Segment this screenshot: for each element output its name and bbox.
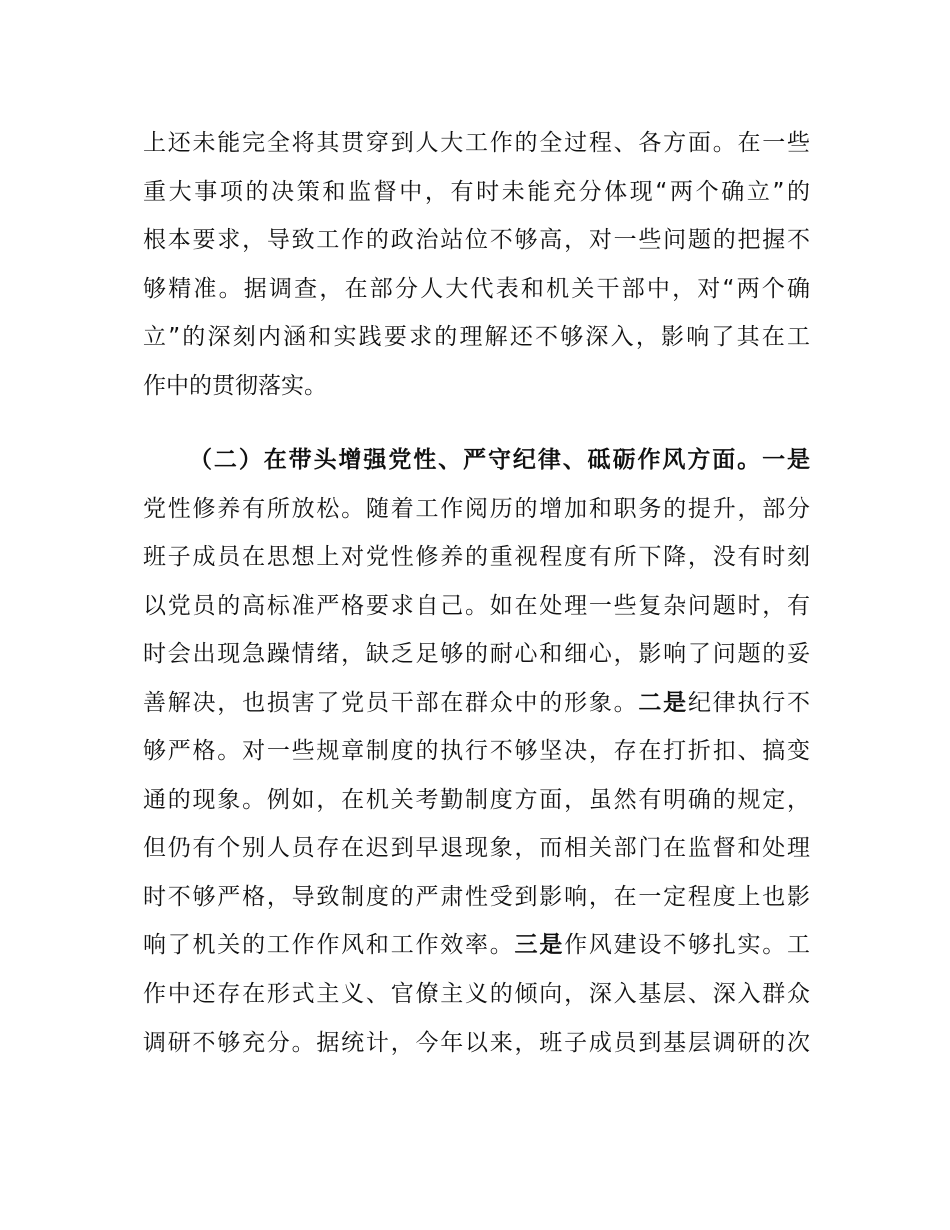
text-segment: 通的现象。例如，在机关考勤制度方面，虽然有明确的规定， [143,786,810,813]
text-line [143,226,810,275]
text-segment: 时会出现急躁情绪，缺乏足够的耐心和细心，影响了问题的妥 [143,641,810,668]
text-line [143,372,810,421]
text-segment: 作风建设不够扎实。工 [564,932,811,959]
text-line [143,446,810,495]
bold-text: 三是 [514,932,565,959]
text-line [143,883,810,932]
text-segment: 党性修养有所放松。随着工作阅历的增加和职务的提升，部分 [143,495,810,522]
text-line [143,980,810,1029]
text-line [143,931,810,980]
text-segment: 作中还存在形式主义、官僚主义的倾向，深入基层、深入群众 [143,981,810,1008]
text-line [143,689,810,738]
bold-text: 二是 [638,689,688,716]
text-line [143,1029,810,1078]
text-segment: 时不够严格，导致制度的严肃性受到影响，在一定程度上也影 [143,883,810,910]
text-segment: 但仍有个别人员存在迟到早退现象，而相关部门在监督和处理 [143,835,810,862]
text-segment: 调研不够充分。据统计，今年以来，班子成员到基层调研的次 [143,1029,810,1056]
text-segment: 够严格。对一些规章制度的执行不够坚决，存在打折扣、搞变 [143,738,810,765]
text-segment: 够精准。据调查，在部分人大代表和机关干部中，对“两个确 [143,275,810,302]
text-segment: 根本要求，导致工作的政治站位不够高，对一些问题的把握不 [143,227,810,254]
text-line [143,786,810,835]
text-line [143,323,810,372]
text-line [143,129,810,178]
text-segment: 纪律执行不 [687,689,811,716]
text-line [143,495,810,544]
text-segment: 响了机关的工作作风和工作效率。 [143,932,515,959]
text-segment: 善解决，也损害了党员干部在群众中的形象。 [143,689,639,716]
text-segment: 班子成员在思想上对党性修养的重视程度有所下降，没有时刻 [143,544,810,571]
text-line [143,592,810,641]
text-segment: 重大事项的决策和监督中，有时未能充分体现“两个确立”的 [143,178,810,205]
bold-text: （二）在带头增强党性、严守纪律、砥砺作风方面。一是 [189,447,810,473]
text-line [143,834,810,883]
text-segment: 以党员的高标准严格要求自己。如在处理一些复杂问题时，有 [143,592,810,619]
text-segment: 上还未能完全将其贯穿到人大工作的全过程、各方面。在一些 [143,130,810,156]
text-line [143,543,810,592]
text-line [143,737,810,786]
text-segment: 立”的深刻内涵和实践要求的理解还不够深入，影响了其在工 [143,324,810,351]
text-line [143,178,810,227]
text-segment: 作中的贯彻落实。 [143,372,327,399]
paragraph-1 [143,129,810,420]
paragraph-2 [143,446,810,1077]
text-line [143,275,810,324]
text-line [143,640,810,689]
